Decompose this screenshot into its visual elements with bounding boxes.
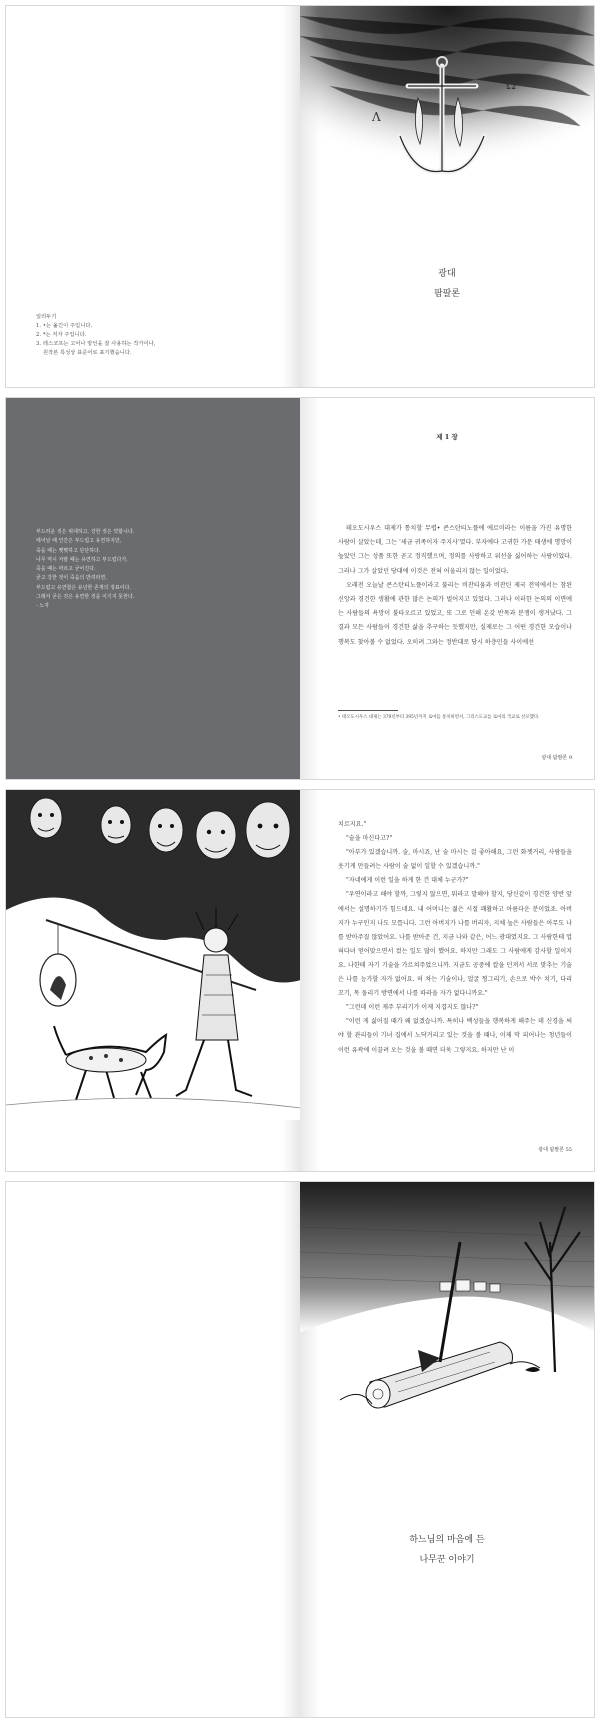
notes-line: 3. 레스코프는 고어나 방언을 잘 사용하는 작가이나, bbox=[36, 341, 156, 347]
footnote: • 테오도시우스 대제는 379년부터 395년까지 로마를 통치하면서, 그리스도교를 로마의 국교로 선포했다. bbox=[338, 715, 540, 720]
paragraph: 테오도시우스 대제가 통치할 무렵• 콘스탄티노플에 에르미라는 이름을 가진 유명한 사람이 살았는데, 그는 '세금 귀족이자 주지사'였다. 부자에다 고귀한 가문 태생에 명망이 높았던 그는 성품 또한 곧고 정직했으며, 정의를 사랑하고 위선을 싫어하는 사람이었다. 그러나 그가 살았던 당대에 이것은 전혀 어울리지 않는 일이었다. bbox=[338, 525, 572, 575]
notes-line: 1. •는 옮긴이 주입니다. bbox=[36, 323, 93, 329]
chapter-body bbox=[338, 522, 572, 650]
page-left-illustration bbox=[6, 790, 300, 1171]
spread-title-page bbox=[5, 5, 595, 388]
axe-log-illustration bbox=[300, 1182, 594, 1422]
page-right-woodcutter bbox=[300, 1182, 594, 1717]
section-title bbox=[300, 264, 594, 304]
story-title bbox=[300, 1530, 594, 1570]
notes-line: 원작본 특성상 표준어로 표기했습니다. bbox=[36, 350, 132, 356]
anchor-fish-illustration bbox=[300, 6, 594, 206]
dialogue-body bbox=[338, 818, 572, 1058]
page-left-epigraph bbox=[6, 398, 300, 779]
epigraph-line: 부드러운 것은 위대하고, 강한 것은 약합니다. bbox=[36, 529, 135, 535]
paragraph: "술을 마신다고?" bbox=[346, 835, 393, 843]
jester-crowd-illustration bbox=[6, 790, 300, 1171]
story-title-line: 하느님의 마음에 든 bbox=[409, 1535, 485, 1545]
page-right-chapter-text bbox=[300, 398, 594, 779]
page-number: 광대 팜팔론 9 bbox=[541, 755, 572, 761]
epigraph-line: 부드럽고 유연함은 유년한 존재의 징표이다. bbox=[36, 584, 132, 591]
paragraph: 치르지요." bbox=[338, 821, 367, 828]
epigraph-line: 나무 역시 자랄 때는 유연하고 부드럽다가, bbox=[36, 556, 128, 563]
paragraph: "자네에게 이런 일을 하게 한 건 대체 누군가?" bbox=[346, 877, 469, 885]
spread-illustrated-text bbox=[5, 789, 595, 1172]
epigraph-line: 굳고 강한 것이 죽음의 반려라면, bbox=[36, 575, 107, 582]
page-left-notes bbox=[6, 6, 300, 387]
paragraph: "아부가 있겠습니까. 술, 마시죠, 난 술 마시는 걸 좋아해요, 그런 화젯거리, 사람들을 웃기게 만들려는 사람이 술 없이 일할 수 있겠습니까." bbox=[338, 849, 572, 871]
letter-left: Λ bbox=[372, 110, 381, 124]
notes-heading: 일러두기 bbox=[36, 314, 57, 320]
page-right-title bbox=[300, 6, 594, 387]
chapter-heading: 제 1 장 bbox=[436, 433, 458, 441]
epigraph-attribution: - 노자 bbox=[36, 603, 50, 610]
spread-woodcutter-title bbox=[5, 1181, 595, 1718]
page-right-dialogue bbox=[300, 790, 594, 1171]
epigraph bbox=[36, 528, 134, 612]
page-left-blank bbox=[6, 1182, 300, 1717]
title-text: 광대 bbox=[438, 269, 456, 279]
paragraph: "그런데 이런 재주 부리기가 이제 지겹지도 않나?" bbox=[346, 1004, 479, 1012]
subtitle-text: 팜팔론 bbox=[433, 289, 461, 299]
epigraph-line: 죽을 때는 뻣뻣하고 단단하다. bbox=[36, 547, 101, 554]
page-number: 광대 팜팔론 55 bbox=[538, 1147, 572, 1153]
paragraph: "우연이라고 해야 할까, 그렇지 않으면, 뭐라고 말해야 할지, 당신같이 경건한 양반 앞에서는 설명하기가 힘드네요. 내 어머니는 젊은 시절 쾌활하고 아름다운 분이었죠. 아버지가 누구인지 나도 모릅니다. 그런 아버지가 나를 버리자, 지체 높은 사람들은 아무도 나를 받아주질 않았어요. 나를 받아준 건, 지금 나와 같은, 어느 광대였지요. 그 사람한테 업혀다녀 얻어맞으면서 컸는 일도 많이 했어요. 하지만 그래도 그 사람에게 감사할 일이지요. 나한테 자기 기술을 가르쳐주었으니까. 지금도 공중에 칼을 던져서 서로 맞추는 기술은 나를 능가할 자가 없어요. 허 차는 기술이나, 얼굴 찡그리기, 손으로 박수 치기, 다리 꼬기, 목 돌리기 방면에서 나를 따라올 자가 없다니까요." bbox=[338, 891, 572, 998]
spread-chapter-one bbox=[5, 397, 595, 780]
notes-line: 2. *는 저자 주입니다. bbox=[36, 332, 87, 338]
paragraph: 오래전 오늘날 콘스탄티노플이라고 불리는 비잔티움과 비잔틴 제국 전역에서는 참된 신앙과 경건한 생활에 관한 많은 논의가 벌어지고 있었다. 그러나 이러한 논의의 이면에는 사람들의 욕망이 불타오르고 있었고, 또 그로 인해 온갖 반목과 분쟁이 생겨났다. 그 결과 모든 사람들이 경건한 삶을 추구하는 듯했지만, 실제로는 그 어떤 경건한 모습이나 행복도 찾아볼 수 없었다. 오히려 그와는 정반대로 당시 하층민들 사이에선 bbox=[338, 581, 572, 646]
story-title-line: 나무꾼 이야기 bbox=[419, 1555, 475, 1565]
epigraph-line: 죽을 때는 마르고 굳어진다. bbox=[36, 566, 96, 573]
editorial-notes bbox=[36, 313, 156, 358]
footnote-rule bbox=[338, 710, 398, 711]
epigraph-line: 그래서 굳은 것은 유연한 것을 이기지 못한다. bbox=[36, 594, 135, 601]
epigraph-line: 태어날 때 인간은 부드럽고 유연하지만, bbox=[36, 538, 122, 545]
letter-right: Ω bbox=[506, 78, 516, 92]
paragraph: "이런 게 싫어질 때가 왜 없겠습니까. 특히나 백성들을 행복하게 해주는 데 신경을 써야 할 관리들이 기녀 집에서 노닥거리고 있는 것을 볼 때나, 이제 막 피어나는 청년들이 이런 유곽에 이끌려 오는 것을 볼 때면 더욱 그렇지요. 하지만 난 이 bbox=[338, 1018, 572, 1054]
